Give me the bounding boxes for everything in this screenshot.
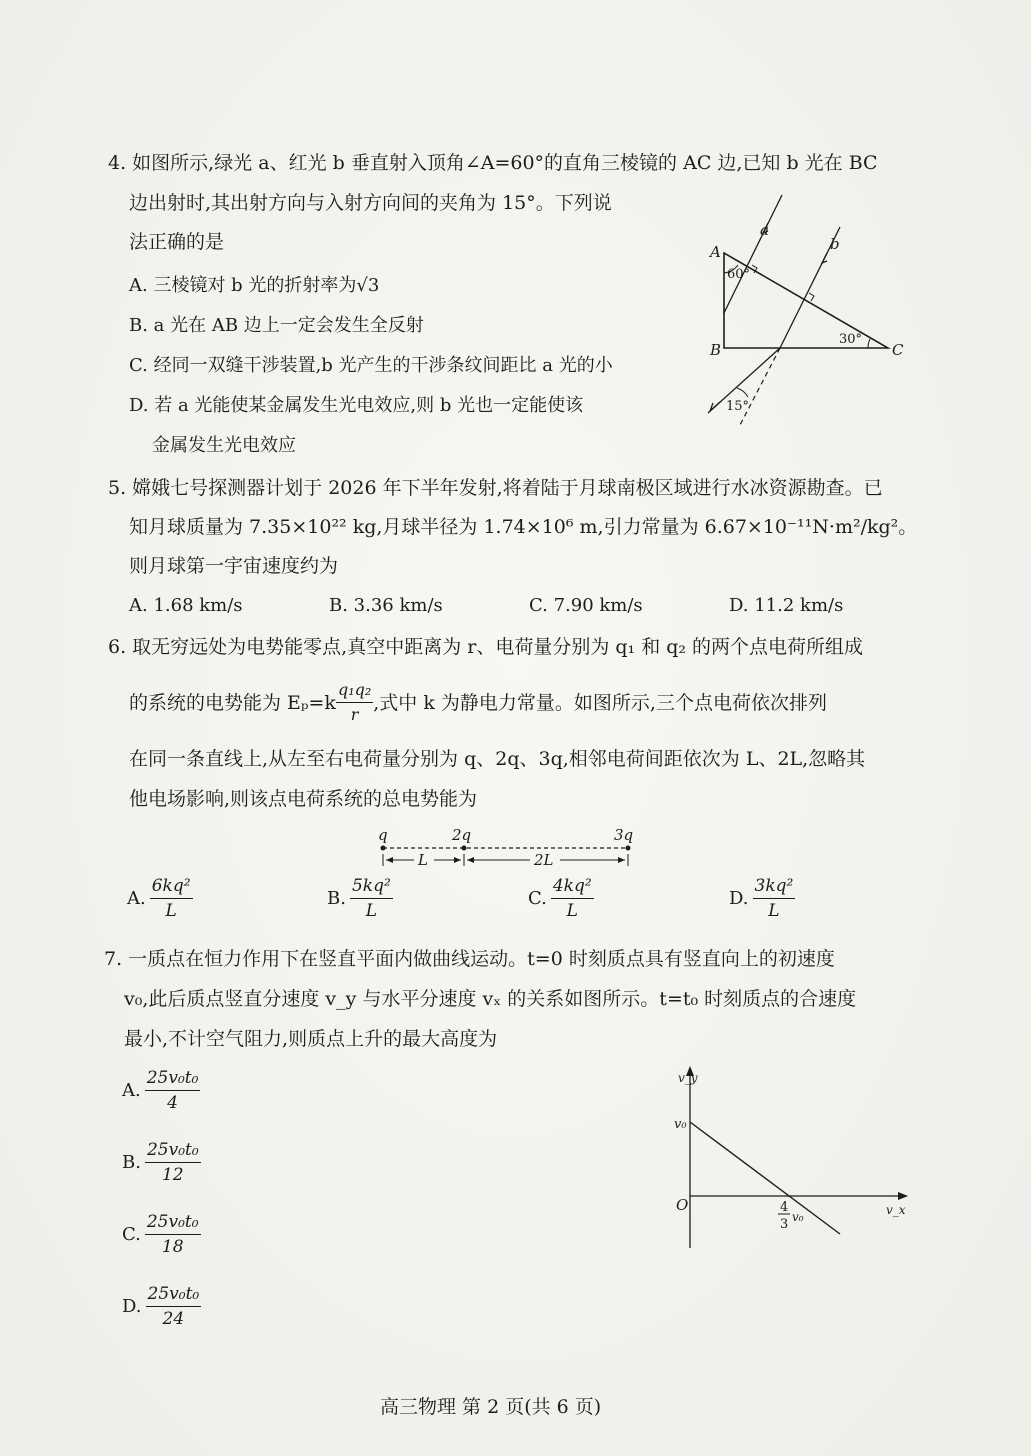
q4-option-d-line-1: D. 若 a 光能使某金属发生光电效应,则 b 光也一定能使该 — [129, 395, 584, 416]
q7-option-c-label: C. — [122, 1223, 141, 1245]
q5-line-2: 知月球质量为 7.35×10²² kg,月球半径为 1.74×10⁶ m,引力常量为 6.67×10⁻¹¹N·m²/kg²。 — [129, 516, 918, 538]
q7-option-b — [122, 1140, 201, 1185]
q7-option-b-denominator: 12 — [161, 1165, 184, 1185]
charge-3q-point — [626, 846, 631, 851]
q5-option-d: D. 11.2 km/s — [729, 595, 844, 616]
q4-line-3: 法正确的是 — [129, 231, 225, 253]
q6-line-4: 他电场影响,则该点电荷系统的总电势能为 — [129, 788, 478, 810]
q6-formula-numerator: q₁q₂ — [336, 680, 373, 703]
exit-ray-arrow — [710, 402, 720, 411]
label-vertex-c: C — [892, 341, 904, 359]
charges-diagram — [370, 822, 640, 872]
label-y-axis: v_y — [678, 1071, 698, 1085]
prism-diagram — [690, 185, 920, 435]
q5-line-1: 5. 嫦娥七号探测器计划于 2026 年下半年发射,将着陆于月球南极区域进行水冰资源勘查。已 — [108, 477, 883, 499]
q7-line-1: 7. 一质点在恒力作用下在竖直平面内做曲线运动。t=0 时刻质点具有竖直向上的初速度 — [104, 948, 835, 970]
q6-option-a-denominator: L — [165, 901, 177, 921]
label-x-intercept-denominator: 3 — [780, 1217, 789, 1232]
q6-option-d-label: D. — [729, 887, 749, 909]
x-axis-arrow — [898, 1192, 908, 1200]
q4-line-2: 边出射时,其出射方向与入射方向间的夹角为 15°。下列说 — [129, 192, 612, 214]
q6-option-a-numerator: 6kq² — [150, 876, 193, 899]
q6-option-d-denominator: L — [768, 901, 780, 921]
label-angle-30: 30° — [839, 332, 863, 347]
q6-option-b — [327, 876, 393, 921]
vy-vx-line — [690, 1122, 840, 1234]
q6-option-c — [528, 876, 594, 921]
label-distance-2l: 2L — [534, 851, 554, 869]
q6-option-d — [729, 876, 795, 921]
velocity-graph — [670, 1062, 915, 1262]
q6-option-b-label: B. — [327, 887, 346, 909]
q4-line-1: 4. 如图所示,绿光 a、红光 b 垂直射入顶角∠A=60°的直角三棱镜的 AC 边,已知 b 光在 BC — [108, 152, 878, 174]
label-x-intercept-suffix: v₀ — [792, 1210, 804, 1224]
q5-option-a: A. 1.68 km/s — [129, 595, 243, 616]
charge-2q-point — [462, 846, 467, 851]
q7-option-a-numerator: 25v₀t₀ — [145, 1068, 201, 1091]
q6-option-b-fraction — [350, 876, 393, 921]
page-footer: 高三物理 第 2 页(共 6 页) — [380, 1396, 602, 1418]
angle-arc-c — [868, 339, 870, 348]
angle-arc-15 — [737, 388, 748, 397]
ray-a — [724, 195, 782, 313]
q4-option-d-line-2: 金属发生光电效应 — [152, 435, 296, 456]
q6-option-b-numerator: 5kq² — [350, 876, 393, 899]
q4-option-b: B. a 光在 AB 边上一定会发生全反射 — [129, 315, 424, 336]
q6-option-c-denominator: L — [566, 901, 578, 921]
q6-option-c-fraction — [551, 876, 594, 921]
q7-option-d — [122, 1284, 201, 1329]
q7-option-b-fraction — [145, 1140, 201, 1185]
q5-option-b: B. 3.36 km/s — [329, 595, 443, 616]
q7-option-d-fraction — [146, 1284, 202, 1329]
q7-option-b-numerator: 25v₀t₀ — [145, 1140, 201, 1163]
q7-option-a-label: A. — [122, 1079, 141, 1101]
q6-option-a-fraction — [150, 876, 193, 921]
q7-line-3: 最小,不计空气阻力,则质点上升的最大高度为 — [124, 1028, 498, 1050]
q7-option-c — [122, 1212, 201, 1257]
q7-option-c-numerator: 25v₀t₀ — [145, 1212, 201, 1235]
label-vertex-a: A — [710, 243, 721, 261]
label-x-intercept-numerator: 4 — [780, 1200, 789, 1215]
label-charge-q: q — [378, 826, 388, 844]
q7-line-2: v₀,此后质点竖直分速度 v_y 与水平分速度 vₓ 的关系如图所示。t=t₀ 时刻质点的合速度 — [124, 988, 857, 1010]
label-origin: O — [676, 1196, 689, 1214]
q6-line-2-start: 的系统的电势能为 Eₚ=k — [129, 691, 336, 714]
q6-line-1: 6. 取无穷远处为电势能零点,真空中距离为 r、电荷量分别为 q₁ 和 q₂ 的两个点电荷所组成 — [108, 636, 864, 658]
q6-option-d-numerator: 3kq² — [753, 876, 796, 899]
q4-option-c: C. 经同一双缝干涉装置,b 光产生的干涉条纹间距比 a 光的小 — [129, 355, 613, 376]
q6-line-3: 在同一条直线上,从左至右电荷量分别为 q、2q、3q,相邻电荷间距依次为 L、2L,忽略其 — [129, 748, 866, 770]
q7-option-c-fraction — [145, 1212, 201, 1257]
ray-b-arrow — [822, 253, 827, 263]
label-angle-15: 15° — [726, 399, 750, 414]
label-ray-a: a — [760, 221, 769, 239]
q7-option-d-numerator: 25v₀t₀ — [146, 1284, 202, 1307]
label-ray-b: b — [830, 235, 840, 253]
label-v0: v₀ — [674, 1117, 687, 1132]
label-vertex-b: B — [710, 341, 722, 359]
q6-line-2 — [129, 680, 827, 725]
q6-line-2-end: ,式中 k 为静电力常量。如图所示,三个点电荷依次排列 — [373, 691, 827, 714]
q7-option-a-fraction — [145, 1068, 201, 1113]
q6-option-c-numerator: 4kq² — [551, 876, 594, 899]
q6-formula-denominator: r — [350, 705, 359, 724]
q5-option-c: C. 7.90 km/s — [529, 595, 643, 616]
q6-option-d-fraction — [753, 876, 796, 921]
label-distance-l: L — [418, 851, 428, 869]
q6-option-a-label: A. — [127, 887, 146, 909]
right-angle-mark-b — [809, 293, 814, 301]
q7-option-a-denominator: 4 — [167, 1093, 178, 1113]
q6-option-c-label: C. — [528, 887, 547, 909]
q6-energy-formula-fraction — [336, 680, 373, 725]
q7-option-b-label: B. — [122, 1151, 141, 1173]
label-charge-2q: 2q — [452, 826, 472, 844]
q6-option-b-denominator: L — [365, 901, 378, 921]
label-charge-3q: 3q — [614, 826, 634, 844]
q7-option-d-denominator: 24 — [162, 1309, 185, 1329]
q7-option-a — [122, 1068, 200, 1113]
q7-option-d-label: D. — [122, 1295, 142, 1317]
charge-q-point — [381, 846, 386, 851]
q5-line-3: 则月球第一宇宙速度约为 — [129, 555, 339, 577]
label-angle-60: 60° — [727, 267, 751, 282]
label-x-axis: v_x — [886, 1203, 906, 1217]
q4-option-a: A. 三棱镜对 b 光的折射率为√3 — [129, 275, 380, 296]
q6-option-a — [127, 876, 193, 921]
q7-option-c-denominator: 18 — [161, 1237, 184, 1257]
